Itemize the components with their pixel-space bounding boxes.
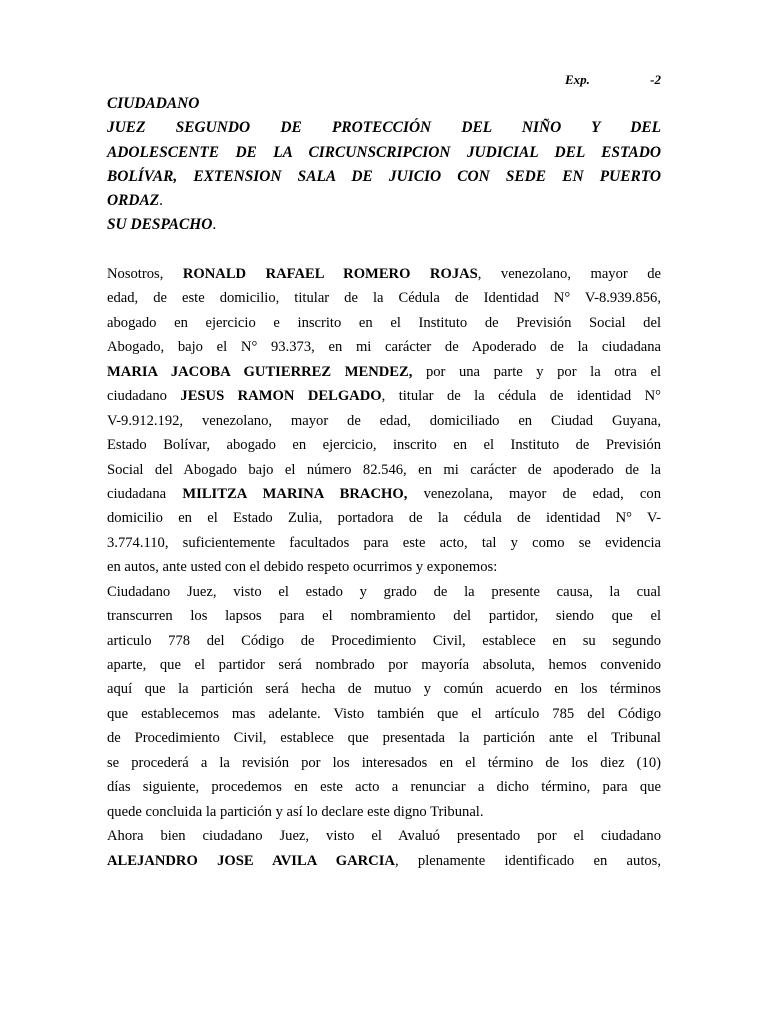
body-line: aparte, que el partidor será nombrado por mayoría absoluta, hemos convenido (107, 657, 661, 673)
body-line (107, 360, 661, 384)
party-name: RONALD RAFAEL ROMERO ROJAS (182, 266, 478, 282)
heading-period: . (159, 192, 164, 210)
body-line: aquí que la partición será hecha de mutuo y común acuerdo en los términos (107, 681, 661, 698)
body-text: , venezolano, mayor de (477, 266, 661, 282)
body-line: Estado Bolívar, abogado en ejercicio, inscrito en el Instituto de Previsión (107, 437, 661, 454)
body-text: ciudadano (107, 388, 181, 405)
heading-period: . (212, 216, 217, 234)
heading-line: ADOLESCENTE DE LA CIRCUNSCRIPCION JUDICIAL DEL ESTADO (107, 143, 661, 161)
body-line (107, 384, 661, 408)
party-name: JESUS RAMON DELGADO (180, 388, 382, 405)
heading-text: ORDAZ (107, 192, 160, 210)
body-line: articulo 778 del Código de Procedimiento Civil, establece en su segundo (107, 632, 661, 649)
party-name: ALEJANDRO JOSE AVILA GARCIA (107, 852, 395, 869)
heading-line (107, 213, 661, 237)
body-line: Ahora bien ciudadano Juez, visto el Avaluó presentado por el ciudadano (107, 828, 661, 845)
body-line: transcurren los lapsos para el nombramiento del partidor, siendo que el (107, 608, 661, 625)
body-line: Abogado, bajo el N° 93.373, en mi carácter de Apoderado de la ciudadana (107, 339, 661, 356)
party-name: MARIA JACOBA GUTIERREZ MENDEZ, (107, 363, 413, 380)
heading-line (107, 189, 661, 213)
body-line: de Procedimiento Civil, establece que presentada la partición ante el Tribunal (107, 730, 661, 747)
body-text: , titular de la cédula de identidad N° (381, 388, 661, 405)
heading-text: SU DESPACHO (107, 216, 213, 234)
body-text: por una parte y por la otra el (412, 363, 661, 380)
body-line: abogado en ejercicio e inscrito en el Instituto de Previsión Social del (107, 314, 661, 331)
body-text: , plenamente identificado en autos, (394, 852, 661, 869)
document-heading (107, 92, 661, 238)
body-line: quede concluida la partición y así lo declare este digno Tribunal. (107, 803, 484, 820)
document-body (107, 262, 661, 873)
body-line (107, 482, 661, 506)
body-line: días siguiente, procedemos en este acto a renunciar a dicho término, para que (107, 779, 661, 796)
heading-line: JUEZ SEGUNDO DE PROTECCIÓN DEL NIÑO Y DEL (107, 119, 661, 137)
body-line: Ciudadano Juez, visto el estado y grado de la presente causa, la cual (107, 583, 661, 600)
body-line: 3.774.110, suficientemente facultados para este acto, tal y como se evidencia (107, 534, 661, 551)
body-line: en autos, ante usted con el debido respeto ocurrimos y exponemos: (107, 559, 498, 576)
body-text: venezolana, mayor de edad, con (407, 485, 661, 502)
body-line: que establecemos mas adelante. Visto también que el artículo 785 del Código (107, 705, 661, 722)
body-line (107, 849, 661, 873)
exp-number: -2 (650, 72, 661, 87)
party-name: MILITZA MARINA BRACHO, (182, 485, 408, 502)
heading-line: CIUDADANO (107, 95, 200, 112)
expediente-number (565, 72, 661, 90)
body-line: V-9.912.192, venezolano, mayor de edad, domiciliado en Ciudad Guyana, (107, 412, 661, 429)
body-line: edad, de este domicilio, titular de la Cédula de Identidad N° V-8.939.856, (107, 290, 661, 307)
body-text: ciudadana (107, 485, 183, 502)
body-line: domicilio en el Estado Zulia, portadora de la cédula de identidad N° V- (107, 510, 661, 527)
heading-line: BOLÍVAR, EXTENSION SALA DE JUICIO CON SEDE EN PUERTO (107, 167, 661, 185)
body-line (107, 262, 661, 286)
body-line: se procederá a la revisión por los interesados en el término de los diez (10) (107, 754, 661, 771)
exp-label: Exp. (565, 72, 590, 87)
body-text: Nosotros, (107, 266, 183, 282)
body-line: Social del Abogado bajo el número 82.546, en mi carácter de apoderado de la (107, 461, 661, 478)
